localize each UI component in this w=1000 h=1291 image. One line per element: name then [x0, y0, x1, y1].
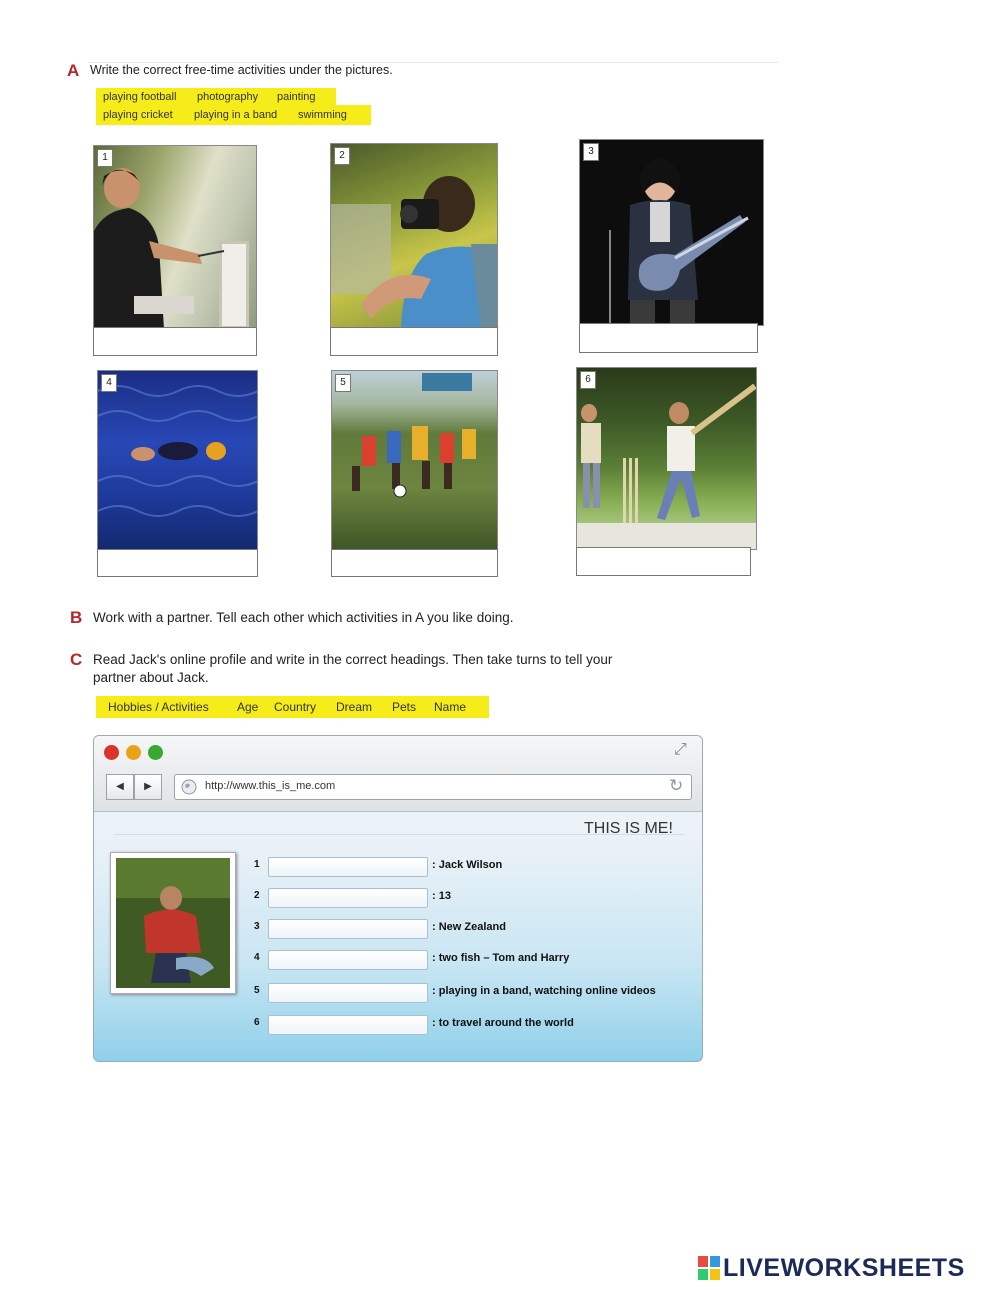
- liveworksheets-logo-icon: [698, 1256, 720, 1280]
- swimming-photo-icon: [98, 371, 257, 551]
- close-window-button[interactable]: [104, 745, 119, 760]
- word-bank-c-item: Hobbies / Activities: [108, 700, 209, 714]
- answer-box-5[interactable]: [331, 549, 498, 577]
- url-text: http://www.this_is_me.com: [205, 780, 336, 792]
- field-number: 3: [254, 921, 260, 932]
- profile-row-6: [254, 1013, 694, 1035]
- answer-box-6[interactable]: [576, 547, 751, 576]
- word-bank-c-item: Dream: [336, 700, 373, 714]
- heading-input-4[interactable]: [268, 950, 428, 970]
- word-bank-c-item: Age: [237, 700, 259, 714]
- profile-row-5: [254, 981, 694, 1003]
- football-photo-icon: [332, 371, 497, 551]
- url-bar[interactable]: [174, 774, 692, 800]
- field-value: : Jack Wilson: [432, 859, 503, 871]
- divider: [88, 62, 778, 63]
- globe-icon: [181, 779, 197, 795]
- picture-number: 5: [335, 374, 351, 392]
- heading-input-5[interactable]: [268, 983, 428, 1003]
- section-b-letter: B: [70, 608, 83, 627]
- maximize-window-button[interactable]: [148, 745, 163, 760]
- word-bank-c-item: Country: [274, 700, 317, 714]
- picture-number: 4: [101, 374, 117, 392]
- back-icon: ◀: [116, 781, 124, 792]
- word-bank-a-item: swimming: [298, 109, 347, 121]
- heading-input-6[interactable]: [268, 1015, 428, 1035]
- section-b-instruction: Work with a partner. Tell each other which activities in A you like doing.: [93, 610, 514, 625]
- picture-number: 6: [580, 371, 596, 389]
- section-c-instruction-line1: Read Jack's online profile and write in the correct headings. Then take turns to tell your: [93, 652, 613, 667]
- field-value: : two fish – Tom and Harry: [432, 952, 570, 964]
- answer-box-3[interactable]: [579, 323, 758, 353]
- expand-icon[interactable]: ⤢: [674, 741, 687, 758]
- word-bank-a-item: playing cricket: [103, 109, 173, 121]
- field-number: 6: [254, 1017, 260, 1028]
- field-number: 4: [254, 952, 260, 963]
- liveworksheets-logo: LIVEWORKSHEETS: [723, 1254, 965, 1282]
- picture-4: [97, 370, 258, 552]
- heading-input-2[interactable]: [268, 888, 428, 908]
- picture-6: [576, 367, 757, 550]
- forward-icon: ▶: [144, 781, 152, 792]
- section-c-instruction-line2: partner about Jack.: [93, 670, 209, 685]
- photography-photo-icon: [331, 144, 497, 329]
- section-a-letter: A: [67, 61, 80, 80]
- profile-row-1: [254, 855, 694, 877]
- profile-title: THIS IS ME!: [584, 820, 673, 837]
- word-bank-c-item: Pets: [392, 700, 417, 714]
- forward-button[interactable]: [134, 774, 162, 800]
- profile-row-4: [254, 948, 694, 970]
- field-number: 5: [254, 985, 260, 996]
- section-c-letter: C: [70, 650, 83, 669]
- profile-row-3: [254, 917, 694, 939]
- word-bank-a-item: playing football: [103, 91, 177, 103]
- heading-input-1[interactable]: [268, 857, 428, 877]
- word-bank-a-item: painting: [277, 91, 316, 103]
- cricket-photo-icon: [577, 368, 756, 549]
- field-value: : playing in a band, watching online videos: [432, 985, 656, 997]
- reload-icon[interactable]: ↻: [669, 776, 684, 795]
- browser-window: [93, 735, 703, 1062]
- profile-photo-icon: [116, 858, 230, 988]
- word-bank-c-item: Name: [434, 700, 467, 714]
- field-value: : New Zealand: [432, 921, 506, 933]
- picture-2: [330, 143, 498, 330]
- picture-number: 1: [97, 149, 113, 167]
- guitar-band-photo-icon: [580, 140, 763, 325]
- picture-5: [331, 370, 498, 552]
- back-button[interactable]: [106, 774, 134, 800]
- field-number: 1: [254, 859, 260, 870]
- browser-chrome: [94, 736, 702, 812]
- heading-input-3[interactable]: [268, 919, 428, 939]
- field-value: : 13: [432, 890, 451, 902]
- minimize-window-button[interactable]: [126, 745, 141, 760]
- answer-box-1[interactable]: [93, 327, 257, 356]
- answer-box-2[interactable]: [330, 327, 498, 356]
- field-number: 2: [254, 890, 260, 901]
- profile-row-2: [254, 886, 694, 908]
- field-value: : to travel around the world: [432, 1017, 574, 1029]
- word-bank-a-item: playing in a band: [194, 109, 278, 121]
- picture-number: 3: [583, 143, 599, 161]
- word-bank-a-item: photography: [197, 91, 259, 103]
- picture-3: [579, 139, 764, 326]
- painting-photo-icon: [94, 146, 256, 329]
- section-a-instruction: Write the correct free-time activities under the pictures.: [90, 63, 393, 77]
- answer-box-4[interactable]: [97, 549, 258, 577]
- picture-1: [93, 145, 257, 330]
- profile-photo-frame: [110, 852, 236, 994]
- picture-number: 2: [334, 147, 350, 165]
